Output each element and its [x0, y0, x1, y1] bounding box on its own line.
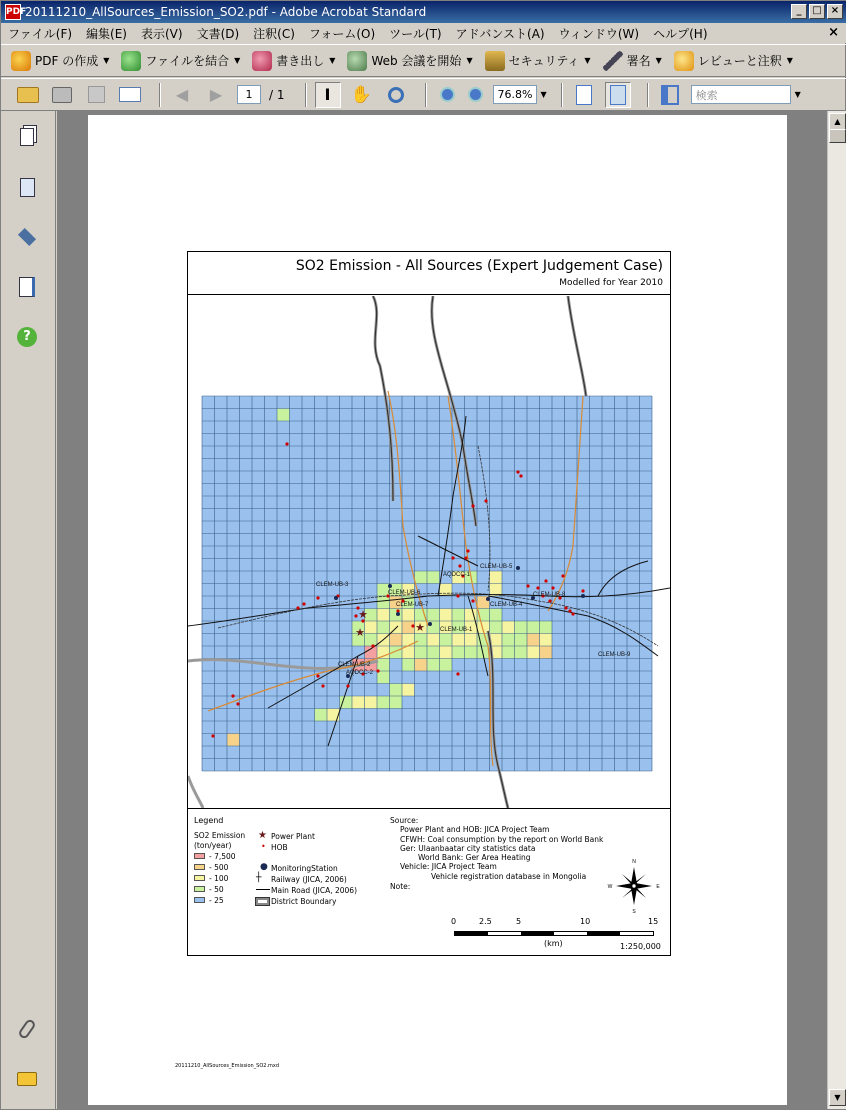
source-line-6: Vehicle registration database in Mongolia — [431, 872, 587, 881]
email-button[interactable] — [117, 82, 143, 108]
hob-dot-icon: • — [261, 842, 266, 851]
hob-point — [296, 606, 299, 609]
legend-swatch-100 — [194, 875, 205, 881]
emission-cell — [402, 659, 415, 672]
legend-block — [188, 808, 670, 956]
fit-width-icon — [576, 85, 592, 105]
document-close-icon[interactable]: × — [828, 25, 839, 40]
svg-text:S: S — [632, 909, 636, 915]
chevron-down-icon: ▼ — [584, 56, 591, 65]
emission-cell — [390, 696, 403, 709]
emission-cell — [527, 621, 540, 634]
menu-help[interactable]: ヘルプ(H) — [653, 26, 708, 41]
legend-unit: (ton/year) — [194, 841, 232, 850]
acrobat-app-icon: PDF — [5, 4, 21, 20]
pages-icon[interactable] — [15, 125, 39, 149]
toolbar-separator — [425, 83, 427, 107]
legend-class-500: - 500 — [209, 863, 229, 872]
legend-so2-label: SO2 Emission — [194, 831, 246, 840]
hob-point — [302, 602, 305, 605]
zoom-level-input[interactable]: 76.8% — [493, 85, 537, 104]
hob-point — [236, 702, 239, 705]
emission-cell — [427, 646, 440, 659]
source-line-4: World Bank: Ger Area Heating — [418, 853, 531, 862]
hob-point — [231, 694, 234, 697]
hob-point — [581, 589, 584, 592]
power-plant-star-icon: ★ — [258, 830, 267, 841]
emission-cell — [365, 696, 378, 709]
emission-cell — [377, 621, 390, 634]
hob-point — [564, 606, 567, 609]
maximize-button[interactable]: □ — [809, 4, 825, 19]
window-title: 20111210_AllSources_Emission_SO2.pdf - Adobe Acrobat Standard — [25, 5, 427, 19]
review-comment-label: レビューと注釈 — [697, 54, 782, 68]
station-label: CLEM-UB-4 — [490, 602, 523, 608]
svg-text:N: N — [632, 859, 636, 865]
help-icon[interactable]: ? — [15, 325, 39, 349]
emission-cell — [527, 634, 540, 647]
legend-railway: Railway (JICA, 2006) — [271, 875, 347, 884]
title-bar[interactable] — [1, 1, 846, 23]
emission-cell — [390, 646, 403, 659]
emission-cell — [427, 659, 440, 672]
security-label: セキュリティ — [508, 54, 580, 68]
station-label: AQDCC-2 — [346, 670, 374, 676]
hob-point — [519, 474, 522, 477]
web-meeting-icon — [347, 51, 367, 71]
emission-cell — [377, 696, 390, 709]
power-plant-star-icon: ★ — [358, 608, 368, 621]
print-button[interactable] — [49, 82, 75, 108]
disk-icon — [88, 86, 105, 103]
fit-page-icon — [610, 85, 626, 105]
legend-swatch-7500 — [194, 853, 205, 859]
footer-filename: 20111210_AllSources_Emission_SO2.mxd — [175, 1063, 280, 1069]
emission-cell — [415, 571, 428, 584]
emission-cell — [390, 684, 403, 697]
emission-cell — [390, 621, 403, 634]
emission-cell — [452, 646, 465, 659]
monitoring-station-point — [396, 612, 400, 616]
emission-cell — [440, 584, 453, 597]
hob-point — [466, 549, 469, 552]
monitoring-station-point — [388, 584, 392, 588]
folder-icon — [17, 87, 39, 103]
search-dropdown-chevron-down-icon[interactable]: ▼ — [794, 90, 801, 99]
hob-point — [458, 564, 461, 567]
emission-cell — [427, 634, 440, 647]
hob-point — [571, 612, 574, 615]
toolbar-separator — [305, 83, 307, 107]
map-title: SO2 Emission - All Sources (Expert Judgement Case) — [295, 258, 663, 274]
menu-file[interactable]: ファイル(F) — [8, 26, 73, 41]
legend-district: District Boundary — [271, 897, 337, 906]
svg-text:E: E — [656, 884, 660, 890]
hob-point — [376, 669, 379, 672]
create-pdf-label: PDF の作成 — [35, 54, 99, 68]
emission-cell — [490, 571, 503, 584]
station-label: CLEM-UB-5 — [480, 564, 513, 570]
menu-edit[interactable]: 編集(E) — [86, 26, 127, 41]
emission-map — [188, 296, 670, 808]
fit-page-button[interactable] — [605, 82, 631, 108]
zoom-out-button[interactable] — [435, 82, 461, 108]
vertical-scrollbar[interactable] — [827, 111, 846, 1109]
emission-cell — [277, 409, 290, 422]
zoom-out-icon — [440, 87, 455, 102]
legend-class-25: - 25 — [209, 896, 224, 905]
scale-tick-2-5: 2.5 — [479, 917, 492, 926]
emission-cell — [452, 609, 465, 622]
menu-window[interactable]: ウィンドウ(W) — [558, 26, 640, 41]
hob-point — [548, 599, 551, 602]
hob-point — [568, 609, 571, 612]
legend-power-plant: Power Plant — [271, 832, 315, 841]
create-pdf-button[interactable] — [11, 51, 109, 71]
toolbar-separator — [647, 83, 649, 107]
hob-point — [484, 499, 487, 502]
scroll-down-button[interactable]: ▼ — [829, 1089, 846, 1106]
emission-cell — [415, 634, 428, 647]
emission-cell — [415, 646, 428, 659]
legend-class-50: - 50 — [209, 885, 224, 894]
hob-point — [471, 599, 474, 602]
comment-icon — [674, 51, 694, 71]
hob-point — [285, 442, 288, 445]
station-label: AQDCC-1 — [443, 572, 471, 578]
emission-cell — [365, 634, 378, 647]
source-line-1: Power Plant and HOB: JICA Project Team — [400, 825, 550, 834]
scale-tick-5: 5 — [516, 917, 522, 926]
review-comment-button[interactable] — [674, 51, 793, 71]
source-note: Note: — [390, 882, 411, 891]
scale-ratio: 1:250,000 — [620, 942, 661, 951]
navigation-toolbar — [1, 78, 846, 111]
scale-tick-15: 15 — [648, 917, 659, 926]
bookmarks-icon[interactable] — [15, 175, 39, 199]
hob-point — [316, 596, 319, 599]
export-button[interactable] — [252, 51, 335, 71]
text-cursor-icon: I — [324, 85, 331, 104]
station-label: CLEM-UB-2 — [338, 662, 371, 668]
sign-button[interactable] — [603, 51, 662, 71]
station-label: CLEM-UB-7 — [396, 602, 429, 608]
close-button[interactable]: × — [827, 4, 843, 19]
combine-files-icon — [121, 51, 141, 71]
menu-tools[interactable]: ツール(T) — [389, 26, 442, 41]
sign-label: 署名 — [626, 54, 651, 68]
arrow-up-icon: ◀ — [175, 85, 189, 104]
station-label: CLEM-UB-8 — [533, 592, 566, 598]
chevron-down-icon: ▼ — [466, 56, 473, 65]
security-button[interactable] — [485, 51, 591, 71]
emission-cell — [465, 634, 478, 647]
monitoring-station-icon: ● — [260, 862, 268, 872]
legend-heading: Legend — [194, 816, 224, 825]
scroll-thumb[interactable] — [829, 129, 846, 143]
source-line-2: CFWH: Coal consumption by the report on World Bank — [400, 835, 604, 844]
emission-cell — [415, 659, 428, 672]
signatures-icon[interactable] — [15, 275, 39, 299]
hob-point — [536, 586, 539, 589]
emission-cell — [377, 596, 390, 609]
previous-page-button[interactable] — [169, 82, 195, 108]
monitoring-station-point — [334, 596, 338, 600]
hob-point — [464, 556, 467, 559]
minimize-button[interactable]: _ — [791, 4, 807, 19]
source-line-5: Vehicle: JICA Project Team — [400, 862, 497, 871]
power-plant-star-icon: ★ — [355, 626, 365, 639]
legend-swatch-50 — [194, 886, 205, 892]
emission-cell — [390, 609, 403, 622]
lock-icon — [485, 51, 505, 71]
legend-class-7500: - 7,500 — [209, 852, 236, 861]
comments-icon[interactable] — [15, 1067, 39, 1091]
emission-cell — [402, 609, 415, 622]
station-label: CLEM-UB-3 — [316, 582, 349, 588]
zoom-tool-button[interactable] — [383, 82, 409, 108]
hob-point — [451, 556, 454, 559]
emission-cell — [502, 646, 515, 659]
emission-cell — [365, 621, 378, 634]
monitoring-station-point — [428, 622, 432, 626]
emission-cell — [227, 734, 240, 747]
emission-cell — [377, 659, 390, 672]
combine-files-label: ファイルを結合 — [145, 54, 230, 68]
scale-bar — [454, 931, 654, 936]
emission-cell — [515, 621, 528, 634]
station-label: CLEM-UB-6 — [388, 590, 421, 596]
navigation-panel — [1, 111, 56, 1109]
page-total-label: / 1 — [269, 87, 285, 102]
menu-forms[interactable]: フォーム(O) — [308, 26, 376, 41]
svg-text:W: W — [607, 884, 613, 890]
emission-cell — [402, 684, 415, 697]
source-heading: Source: — [390, 816, 419, 825]
hand-tool-button[interactable] — [349, 82, 375, 108]
columns-icon — [661, 85, 679, 105]
emission-cell — [377, 609, 390, 622]
menu-comments[interactable]: 注釈(C) — [253, 26, 295, 41]
export-label: 書き出し — [276, 54, 325, 68]
hob-point — [321, 684, 324, 687]
scale-unit: (km) — [544, 939, 563, 948]
toolbar-separator — [159, 83, 161, 107]
emission-cell — [440, 634, 453, 647]
layers-icon[interactable] — [15, 225, 39, 249]
zoom-in-button[interactable] — [463, 82, 489, 108]
chevron-down-icon: ▼ — [234, 56, 241, 65]
monitoring-station-point — [581, 594, 585, 598]
hob-point — [346, 684, 349, 687]
emission-cell — [352, 696, 365, 709]
fit-width-button[interactable] — [571, 82, 597, 108]
printer-icon — [52, 87, 72, 103]
menu-document[interactable]: 文書(D) — [196, 26, 240, 41]
scale-tick-10: 10 — [580, 917, 591, 926]
emission-cell — [502, 634, 515, 647]
chevron-down-icon: ▼ — [103, 56, 110, 65]
main-road-icon — [256, 889, 270, 890]
emission-cell — [440, 659, 453, 672]
emission-cell — [515, 646, 528, 659]
chevron-down-icon: ▼ — [655, 56, 662, 65]
scale-tick-0: 0 — [451, 917, 457, 926]
web-meeting-label: Web 会議を開始 — [371, 54, 462, 68]
arrow-down-icon: ▶ — [209, 85, 223, 104]
legend-swatch-25 — [194, 897, 205, 903]
emission-cell — [540, 621, 553, 634]
chevron-down-icon: ▼ — [329, 56, 336, 65]
power-plant-star-icon: ★ — [415, 621, 425, 634]
zoom-in-icon — [468, 87, 483, 102]
hob-point — [561, 574, 564, 577]
emission-cell — [440, 609, 453, 622]
emission-cell — [377, 671, 390, 684]
emission-cell — [490, 609, 503, 622]
hob-point — [211, 734, 214, 737]
legend-class-100: - 100 — [209, 874, 229, 883]
next-page-button[interactable] — [203, 82, 229, 108]
hob-point — [551, 586, 554, 589]
map-subtitle: Modelled for Year 2010 — [559, 278, 663, 288]
emission-map-svg — [188, 296, 670, 808]
emission-cell — [452, 634, 465, 647]
map-title-block — [188, 252, 670, 295]
map-layout — [187, 251, 671, 956]
monitoring-station-point — [486, 597, 490, 601]
web-meeting-button[interactable] — [347, 51, 472, 71]
hand-icon: ✋ — [350, 84, 373, 105]
zoom-dropdown-chevron-down-icon[interactable]: ▼ — [540, 90, 547, 99]
monitoring-station-point — [516, 566, 520, 570]
emission-cell — [327, 709, 340, 722]
combine-files-button[interactable] — [121, 51, 240, 71]
emission-cell — [427, 609, 440, 622]
emission-cell — [440, 646, 453, 659]
hob-point — [526, 584, 529, 587]
source-line-3: Ger: Ulaanbaatar city statistics data — [400, 844, 536, 853]
open-folder-button[interactable] — [15, 82, 41, 108]
envelope-icon — [119, 87, 141, 102]
emission-cell — [540, 634, 553, 647]
hob-point — [456, 594, 459, 597]
select-tool-button[interactable] — [315, 82, 341, 108]
pdf-page — [88, 115, 787, 1105]
emission-cell — [365, 646, 378, 659]
emission-cell — [390, 634, 403, 647]
menu-advanced[interactable]: アドバンスト(A) — [455, 26, 545, 41]
toolbar-separator — [561, 83, 563, 107]
scroll-up-button[interactable]: ▲ — [829, 113, 846, 130]
hob-point — [371, 644, 374, 647]
pen-icon — [603, 51, 623, 71]
export-icon — [252, 51, 272, 71]
emission-cell — [527, 646, 540, 659]
document-area[interactable] — [57, 111, 827, 1109]
railway-icon: ┼ — [256, 873, 262, 883]
emission-cell — [502, 621, 515, 634]
hob-point — [456, 672, 459, 675]
hob-point — [544, 579, 547, 582]
menu-bar — [1, 23, 846, 43]
emission-cell — [427, 571, 440, 584]
menu-view[interactable]: 表示(V) — [140, 26, 183, 41]
legend-main-road: Main Road (JICA, 2006) — [271, 886, 357, 895]
legend-monitoring: MonitoringStation — [271, 864, 338, 873]
legend-swatch-500 — [194, 864, 205, 870]
hob-point — [516, 470, 519, 473]
magnifier-icon — [388, 87, 404, 103]
station-label: CLEM-UB-1 — [440, 627, 473, 633]
save-button[interactable] — [83, 82, 109, 108]
reading-mode-button[interactable] — [657, 82, 683, 108]
district-boundary-icon — [256, 898, 269, 905]
page-number-input[interactable]: 1 — [237, 85, 261, 104]
emission-cell — [465, 646, 478, 659]
emission-cell — [515, 634, 528, 647]
create-pdf-icon — [11, 51, 31, 71]
emission-cell — [490, 621, 503, 634]
station-label: CLEM-UB-9 — [598, 652, 631, 658]
hob-point — [471, 504, 474, 507]
hob-point — [316, 674, 319, 677]
task-toolbar — [1, 44, 846, 77]
north-arrow-compass-icon — [606, 855, 662, 917]
attachments-icon[interactable] — [15, 1017, 39, 1041]
search-input[interactable]: 検索 — [691, 85, 791, 104]
legend-hob: HOB — [271, 843, 288, 852]
emission-cell — [540, 646, 553, 659]
chevron-down-icon: ▼ — [786, 56, 793, 65]
emission-cell — [315, 709, 328, 722]
